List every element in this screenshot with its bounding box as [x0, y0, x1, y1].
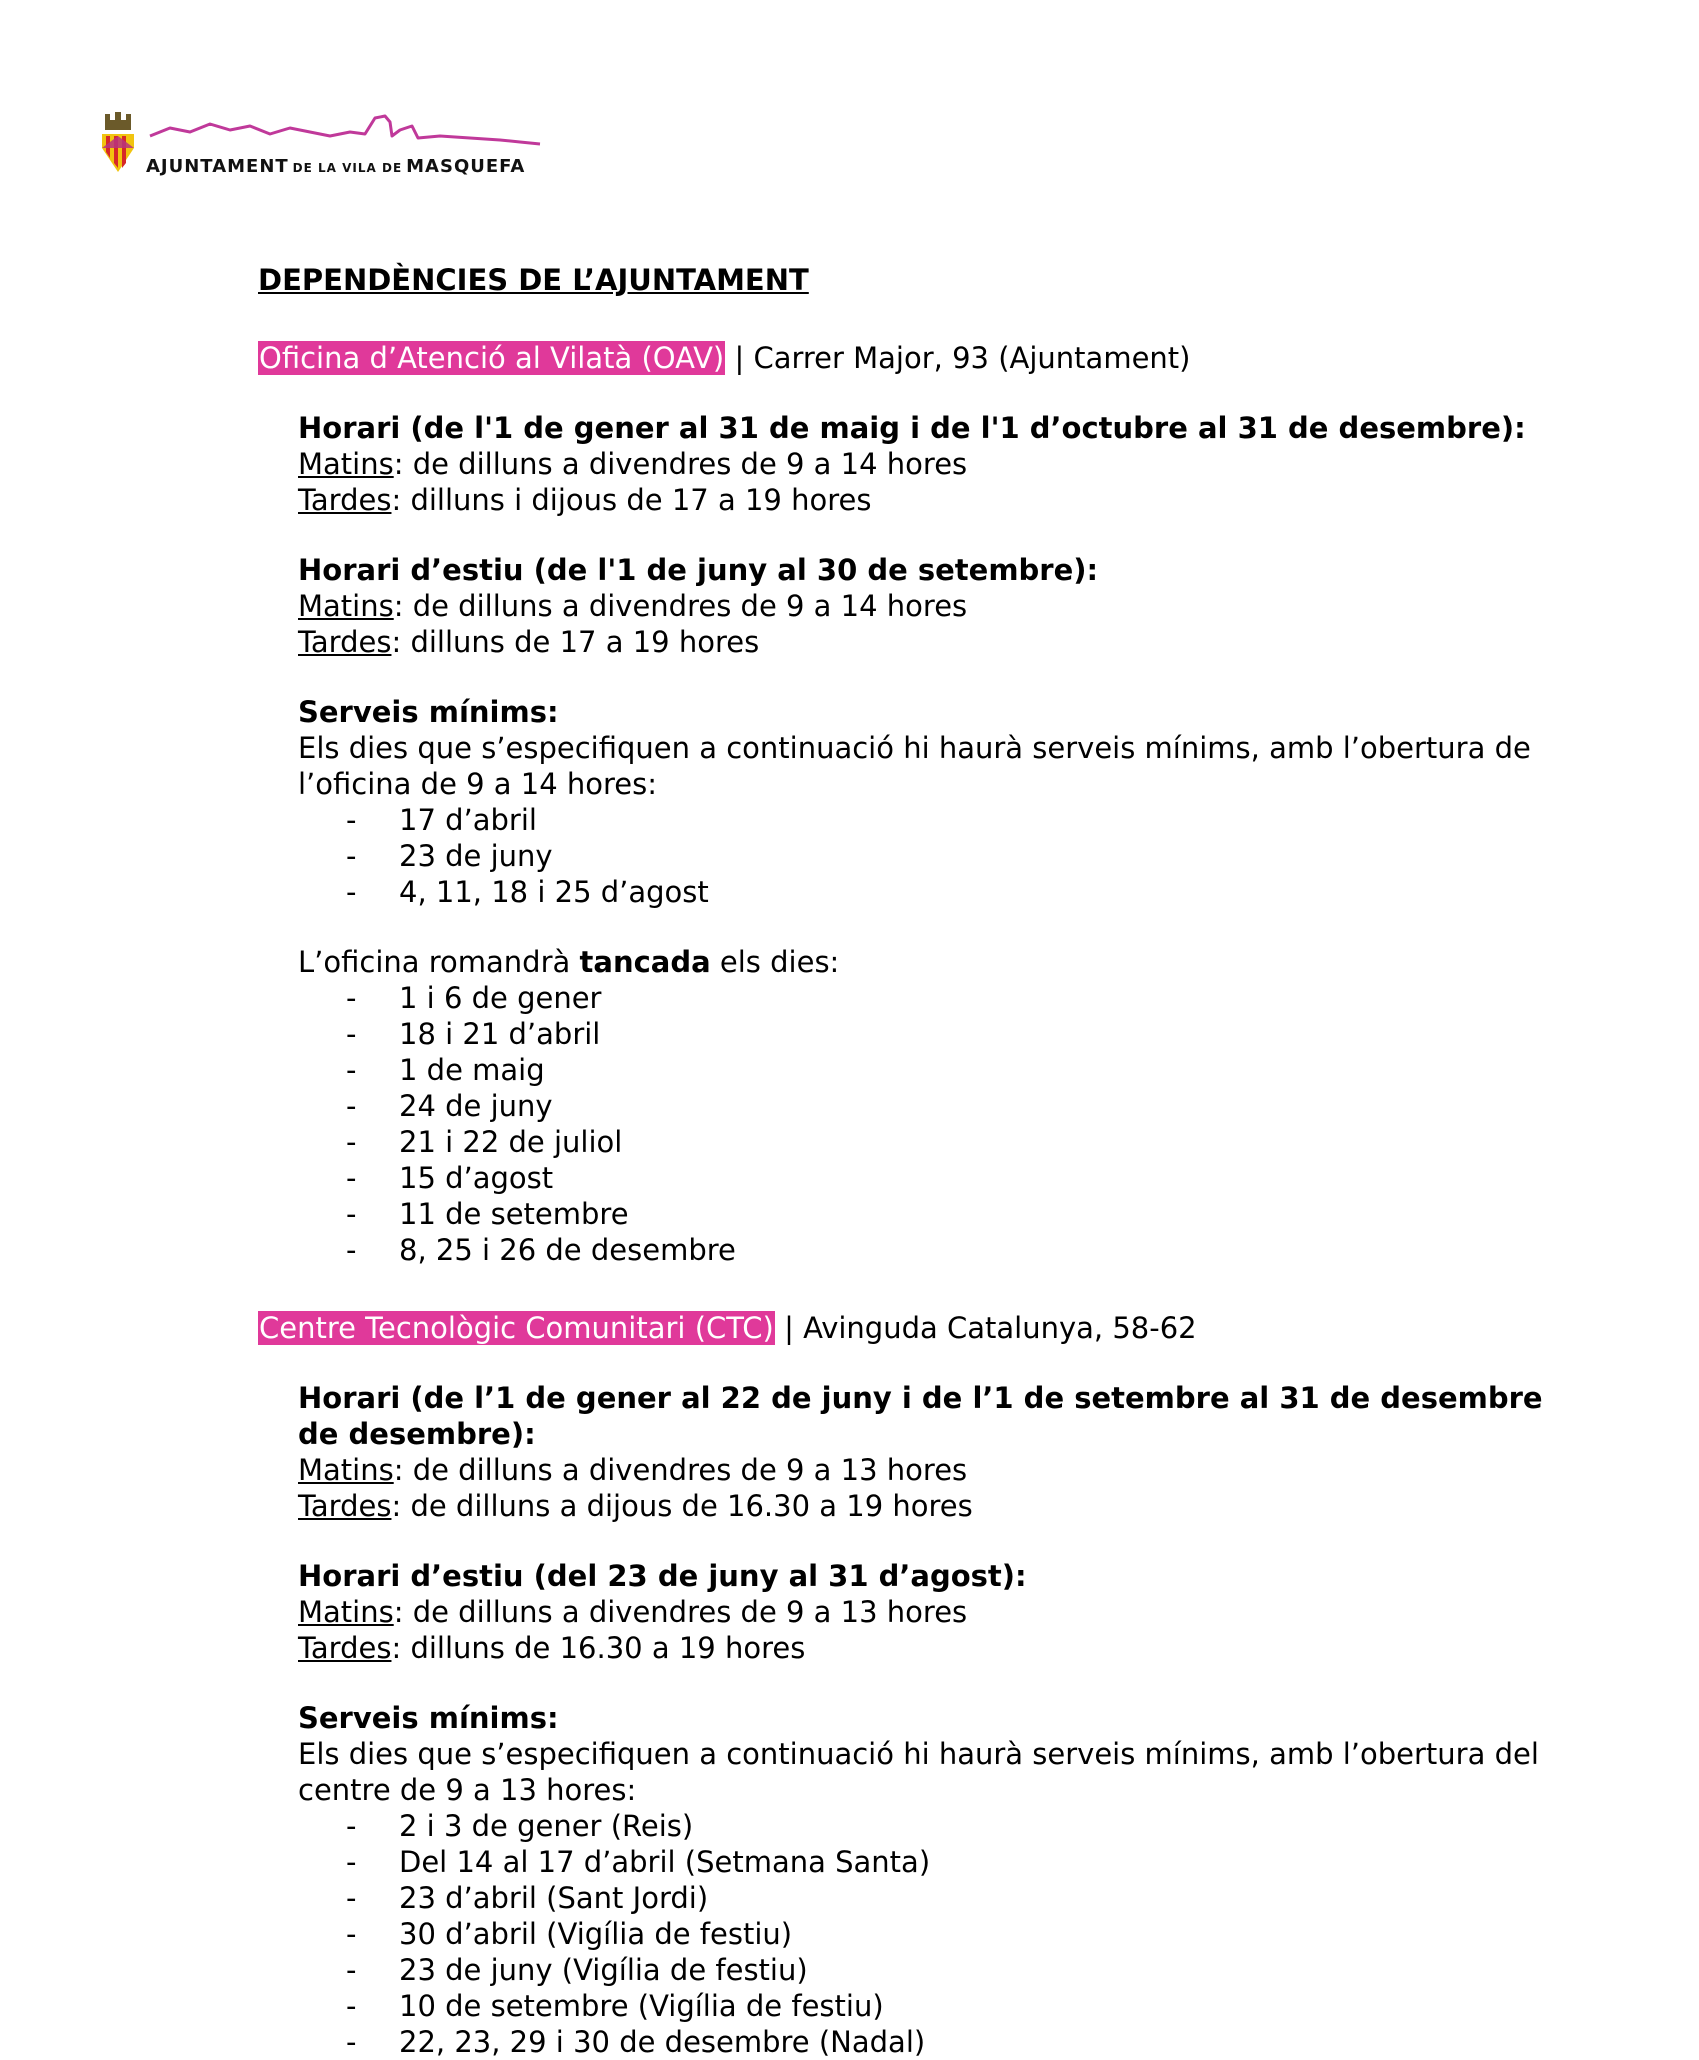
- page-title: DEPENDÈNCIES DE L’AJUNTAMENT: [258, 263, 809, 297]
- oav-summer-afternoon-line: [298, 624, 1558, 660]
- list-item: - 18 i 21 d’abril: [298, 1016, 1558, 1052]
- ctc-minimum-text: Els dies que s’especifiquen a continuació hi haurà serveis mínims, amb l’obertura del centre de 9 a 13 hores:: [298, 1737, 1539, 1807]
- list-item: - 11 de setembre: [298, 1196, 1558, 1232]
- list-item: - 1 i 6 de gener: [298, 980, 1558, 1016]
- list-item: - 22, 23, 29 i 30 de desembre (Nadal): [298, 2024, 1558, 2060]
- oav-minimum-days-list: [298, 802, 1558, 910]
- oav-minimum-services: [298, 694, 1558, 910]
- oav-closed-suffix: els dies:: [710, 945, 840, 979]
- oav-summer-afternoon-label: Tardes: [298, 625, 392, 659]
- oav-schedule: [298, 410, 1558, 518]
- oav-name: Oficina d’Atenció al Vilatà (OAV): [259, 341, 725, 375]
- oav-closed-bold: tancada: [579, 945, 711, 979]
- logo-town: MASQUEFA: [406, 156, 526, 177]
- oav-summer-heading: Horari d’estiu (de l'1 de juny al 30 de setembre):: [298, 553, 1099, 587]
- oav-closed-text: [298, 944, 1558, 980]
- logo-name-big: AJUNTAMENT: [146, 156, 289, 177]
- oav-summer-schedule: [298, 552, 1558, 660]
- ctc-summer-morning-label: Matins: [298, 1595, 394, 1629]
- ctc-morning-text: : de dilluns a divendres de 9 a 13 hores: [393, 1453, 968, 1487]
- oav-closed-prefix: L’oficina romandrà: [298, 945, 580, 979]
- ctc-schedule: [298, 1380, 1558, 1524]
- list-item: - 4, 11, 18 i 25 d’agost: [298, 874, 1558, 910]
- list-item: - Del 14 al 17 d’abril (Setmana Santa): [298, 1844, 1558, 1880]
- oav-minimum-text: Els dies que s’especifiquen a continuació hi haurà serveis mínims, amb l’obertura de l’oficina de 9 a 14 hores:: [298, 731, 1531, 801]
- oav-morning-line: [298, 446, 1558, 482]
- list-item: - 2 i 3 de gener (Reis): [298, 1808, 1558, 1844]
- oav-summer-morning-text: : de dilluns a divendres de 9 a 14 hores: [393, 589, 968, 623]
- logo-name-small: DE LA VILA DE: [292, 161, 403, 175]
- ctc-summer-heading: Horari d’estiu (del 23 de juny al 31 d’agost):: [298, 1559, 1027, 1593]
- list-item: - 24 de juny: [298, 1088, 1558, 1124]
- list-item: - 23 de juny (Vigília de festiu): [298, 1952, 1558, 1988]
- oav-details: [298, 410, 1558, 1268]
- ctc-summer-afternoon-line: [298, 1630, 1558, 1666]
- logo-text: [146, 156, 525, 177]
- oav-schedule-heading: Horari (de l'1 de gener al 31 de maig i de l'1 d’octubre al 31 de desembre):: [298, 411, 1526, 445]
- ctc-minimum-services: [298, 1700, 1558, 2060]
- document-body: [258, 262, 1558, 2060]
- oav-address: | Carrer Major, 93 (Ajuntament): [725, 341, 1191, 375]
- ctc-morning-line: [298, 1452, 1558, 1488]
- ctc-name: Centre Tecnològic Comunitari (CTC): [259, 1311, 774, 1345]
- ctc-summer-afternoon-text: : dilluns de 16.30 a 19 hores: [391, 1631, 806, 1665]
- list-item: - 23 d’abril (Sant Jordi): [298, 1880, 1558, 1916]
- oav-closed-days-list: [298, 980, 1558, 1268]
- ctc-afternoon-line: [298, 1488, 1558, 1524]
- list-item: - 30 d’abril (Vigília de festiu): [298, 1916, 1558, 1952]
- oav-morning-label: Matins: [298, 447, 394, 481]
- oav-section-heading: [258, 340, 1558, 376]
- ctc-afternoon-text: : de dilluns a dijous de 16.30 a 19 hores: [391, 1489, 973, 1523]
- ctc-details: [298, 1380, 1558, 2060]
- oav-afternoon-text: : dilluns i dijous de 17 a 19 hores: [391, 483, 872, 517]
- oav-closed-days: [298, 944, 1558, 1268]
- ctc-address: | Avinguda Catalunya, 58-62: [774, 1311, 1197, 1345]
- ctc-summer-afternoon-label: Tardes: [298, 1631, 392, 1665]
- ctc-summer-morning-line: [298, 1594, 1558, 1630]
- crown-icon: [105, 120, 131, 130]
- list-item: - 17 d’abril: [298, 802, 1558, 838]
- list-item: - 8, 25 i 26 de desembre: [298, 1232, 1558, 1268]
- oav-summer-morning-line: [298, 588, 1558, 624]
- oav-morning-text: : de dilluns a divendres de 9 a 14 hores: [393, 447, 968, 481]
- ctc-summer-schedule: [298, 1558, 1558, 1666]
- skyline-line-icon: [150, 116, 540, 144]
- ctc-minimum-heading: Serveis mínims:: [298, 1701, 559, 1735]
- oav-afternoon-line: [298, 482, 1558, 518]
- ctc-afternoon-label: Tardes: [298, 1489, 392, 1523]
- ctc-summer-morning-text: : de dilluns a divendres de 9 a 13 hores: [393, 1595, 968, 1629]
- list-item: - 15 d’agost: [298, 1160, 1558, 1196]
- list-item: - 23 de juny: [298, 838, 1558, 874]
- municipal-logo: [100, 108, 580, 188]
- list-item: - 10 de setembre (Vigília de festiu): [298, 1988, 1558, 2024]
- oav-summer-afternoon-text: : dilluns de 17 a 19 hores: [391, 625, 760, 659]
- ctc-schedule-heading: Horari (de l’1 de gener al 22 de juny i de l’1 de setembre al 31 de desembre de desembre):: [298, 1381, 1543, 1451]
- ctc-morning-label: Matins: [298, 1453, 394, 1487]
- oav-minimum-heading: Serveis mínims:: [298, 695, 559, 729]
- list-item: - 21 i 22 de juliol: [298, 1124, 1558, 1160]
- list-item: - 1 de maig: [298, 1052, 1558, 1088]
- ctc-section-heading: [258, 1310, 1558, 1346]
- oav-afternoon-label: Tardes: [298, 483, 392, 517]
- ctc-minimum-days-list: [298, 1808, 1558, 2060]
- oav-summer-morning-label: Matins: [298, 589, 394, 623]
